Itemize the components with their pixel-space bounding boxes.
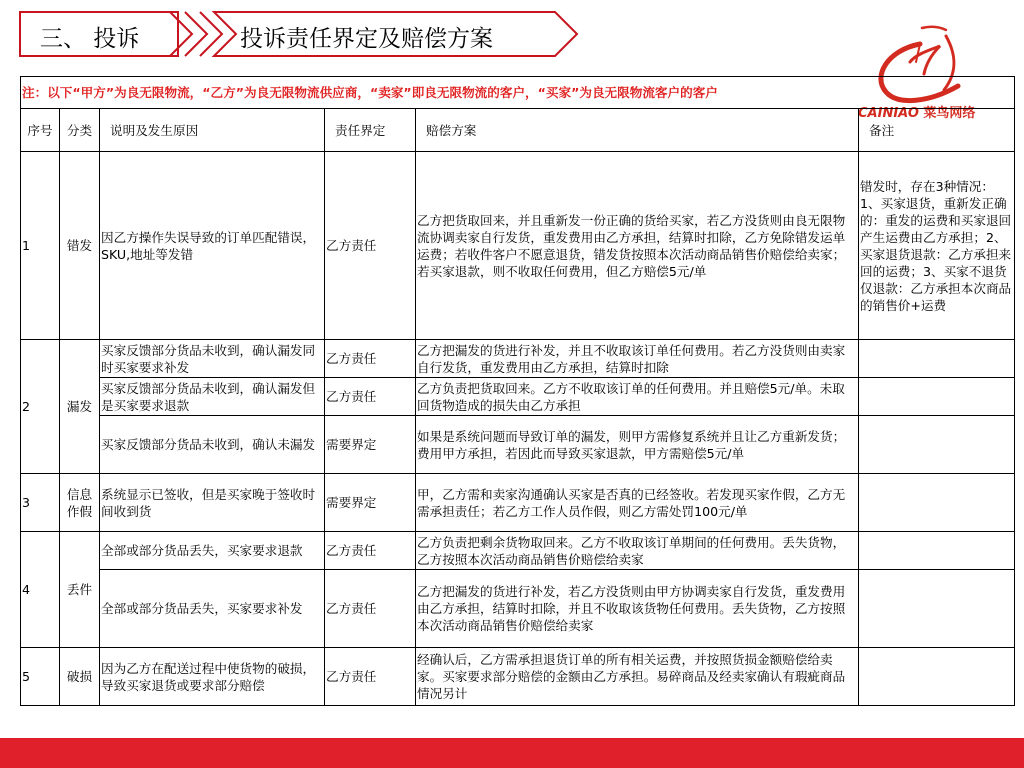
row-compensation: 乙方把漏发的货进行补发，若乙方没货则由甲方协调卖家自行发货，重发费用由乙方承担，结算时扣除，并且不收取该货物任何费用。丢失货物，乙方按照本次活动商品销售价赔偿给卖家: [416, 570, 859, 648]
table-row: [21, 532, 1015, 570]
row-category: 错发: [60, 152, 100, 340]
row-remark: [859, 474, 1015, 532]
page-title: 投诉责任界定及赔偿方案: [240, 26, 493, 52]
row-compensation: 乙方负责把剩余货物取回来。乙方不收取该订单期间的任何费用。丢失货物，乙方按照本次活动商品销售价赔偿给卖家: [416, 532, 859, 570]
table-row: [21, 378, 1015, 416]
header-compensation: 赔偿方案: [416, 109, 859, 152]
row-remark: [859, 648, 1015, 706]
row-compensation: 乙方把货取回来，并且重新发一份正确的货给买家，若乙方没货则由良无限物流协调卖家自行发货，重发费用由乙方承担，结算时扣除，乙方免除错发运单运费；若收件客户不愿意退货，错发货按照本次活动商品销售价赔偿给卖家；若买家退款，则不收取任何费用，但乙方赔偿5元/单: [416, 152, 859, 340]
logo-wordmark: CAINIAO 菜鸟网络: [858, 106, 976, 121]
row-remark: 错发时，存在3种情况：1、买家退货，重新发正确的：重发的运费和买家退回产生运费由乙方承担；2、买家退货退款：乙方承担来回的运费；3、买家不退货仅退款：乙方承担本次商品的销售价+运费: [859, 152, 1015, 340]
header-category: 分类: [60, 109, 100, 152]
row-responsibility: 乙方责任: [325, 570, 416, 648]
row-responsibility: 需要界定: [325, 474, 416, 532]
row-responsibility: 乙方责任: [325, 378, 416, 416]
row-responsibility: 乙方责任: [325, 152, 416, 340]
table-row: [21, 416, 1015, 474]
row-category: 丢件: [60, 532, 100, 648]
row-compensation: 甲，乙方需和卖家沟通确认买家是否真的已经签收。若发现买家作假，乙方无需承担责任；若乙方工作人员作假，则乙方需处罚100元/单: [416, 474, 859, 532]
row-compensation: 如果是系统问题而导致订单的漏发，则甲方需修复系统并且让乙方重新发货；费用甲方承担，若因此而导致买家退款，甲方需赔偿5元/单: [416, 416, 859, 474]
row-remark: [859, 532, 1015, 570]
row-seq: 5: [21, 648, 60, 706]
section-label: 三、 投诉: [40, 26, 140, 52]
row-compensation: 经确认后，乙方需承担退货订单的所有相关运费，并按照货损金额赔偿给卖家。买家要求部分赔偿的金额由乙方承担。易碎商品及经卖家确认有瑕疵商品情况另计: [416, 648, 859, 706]
row-reason: 买家反馈部分货品未收到，确认漏发但是买家要求退款: [100, 378, 325, 416]
bottom-accent-bar: [0, 738, 1024, 768]
row-responsibility: 需要界定: [325, 416, 416, 474]
header-seq: 序号: [21, 109, 60, 152]
row-seq: 3: [21, 474, 60, 532]
row-remark: [859, 378, 1015, 416]
row-responsibility: 乙方责任: [325, 532, 416, 570]
row-category: 破损: [60, 648, 100, 706]
header-remark: 备注: [859, 109, 1015, 152]
row-seq: 1: [21, 152, 60, 340]
row-reason: 买家反馈部分货品未收到，确认漏发同时买家要求补发: [100, 340, 325, 378]
row-remark: [859, 416, 1015, 474]
row-reason: 买家反馈部分货品未收到，确认未漏发: [100, 416, 325, 474]
table-row: [21, 570, 1015, 648]
table-row: [21, 340, 1015, 378]
row-category: 信息作假: [60, 474, 100, 532]
table-row: [21, 648, 1015, 706]
table-note: 注：以下“甲方”为良无限物流，“乙方”为良无限物流供应商，“卖家”即良无限物流的客户，“买家”为良无限物流客户的客户: [21, 77, 1015, 109]
row-remark: [859, 340, 1015, 378]
row-responsibility: 乙方责任: [325, 648, 416, 706]
header-reason: 说明及发生原因: [100, 109, 325, 152]
row-compensation: 乙方负责把货取回来。乙方不收取该订单的任何费用。并且赔偿5元/单。未取回货物造成的损失由乙方承担: [416, 378, 859, 416]
complaint-responsibility-table: [20, 76, 1015, 706]
row-seq: 4: [21, 532, 60, 648]
header-responsibility: 责任界定: [325, 109, 416, 152]
row-reason: 全部或部分货品丢失，买家要求补发: [100, 570, 325, 648]
row-reason: 全部或部分货品丢失，买家要求退款: [100, 532, 325, 570]
row-reason: 因为乙方在配送过程中使货物的破损，导致买家退货或要求部分赔偿: [100, 648, 325, 706]
row-reason: 系统显示已签收，但是买家晚于签收时间收到货: [100, 474, 325, 532]
row-compensation: 乙方把漏发的货进行补发，并且不收取该订单任何费用。若乙方没货则由卖家自行发货，重发费用由乙方承担，结算时扣除: [416, 340, 859, 378]
table-row: [21, 474, 1015, 532]
row-responsibility: 乙方责任: [325, 340, 416, 378]
table-row: [21, 152, 1015, 340]
row-seq: 2: [21, 340, 60, 474]
row-category: 漏发: [60, 340, 100, 474]
row-remark: [859, 570, 1015, 648]
row-reason: 因乙方操作失误导致的订单匹配错误，SKU,地址等发错: [100, 152, 325, 340]
